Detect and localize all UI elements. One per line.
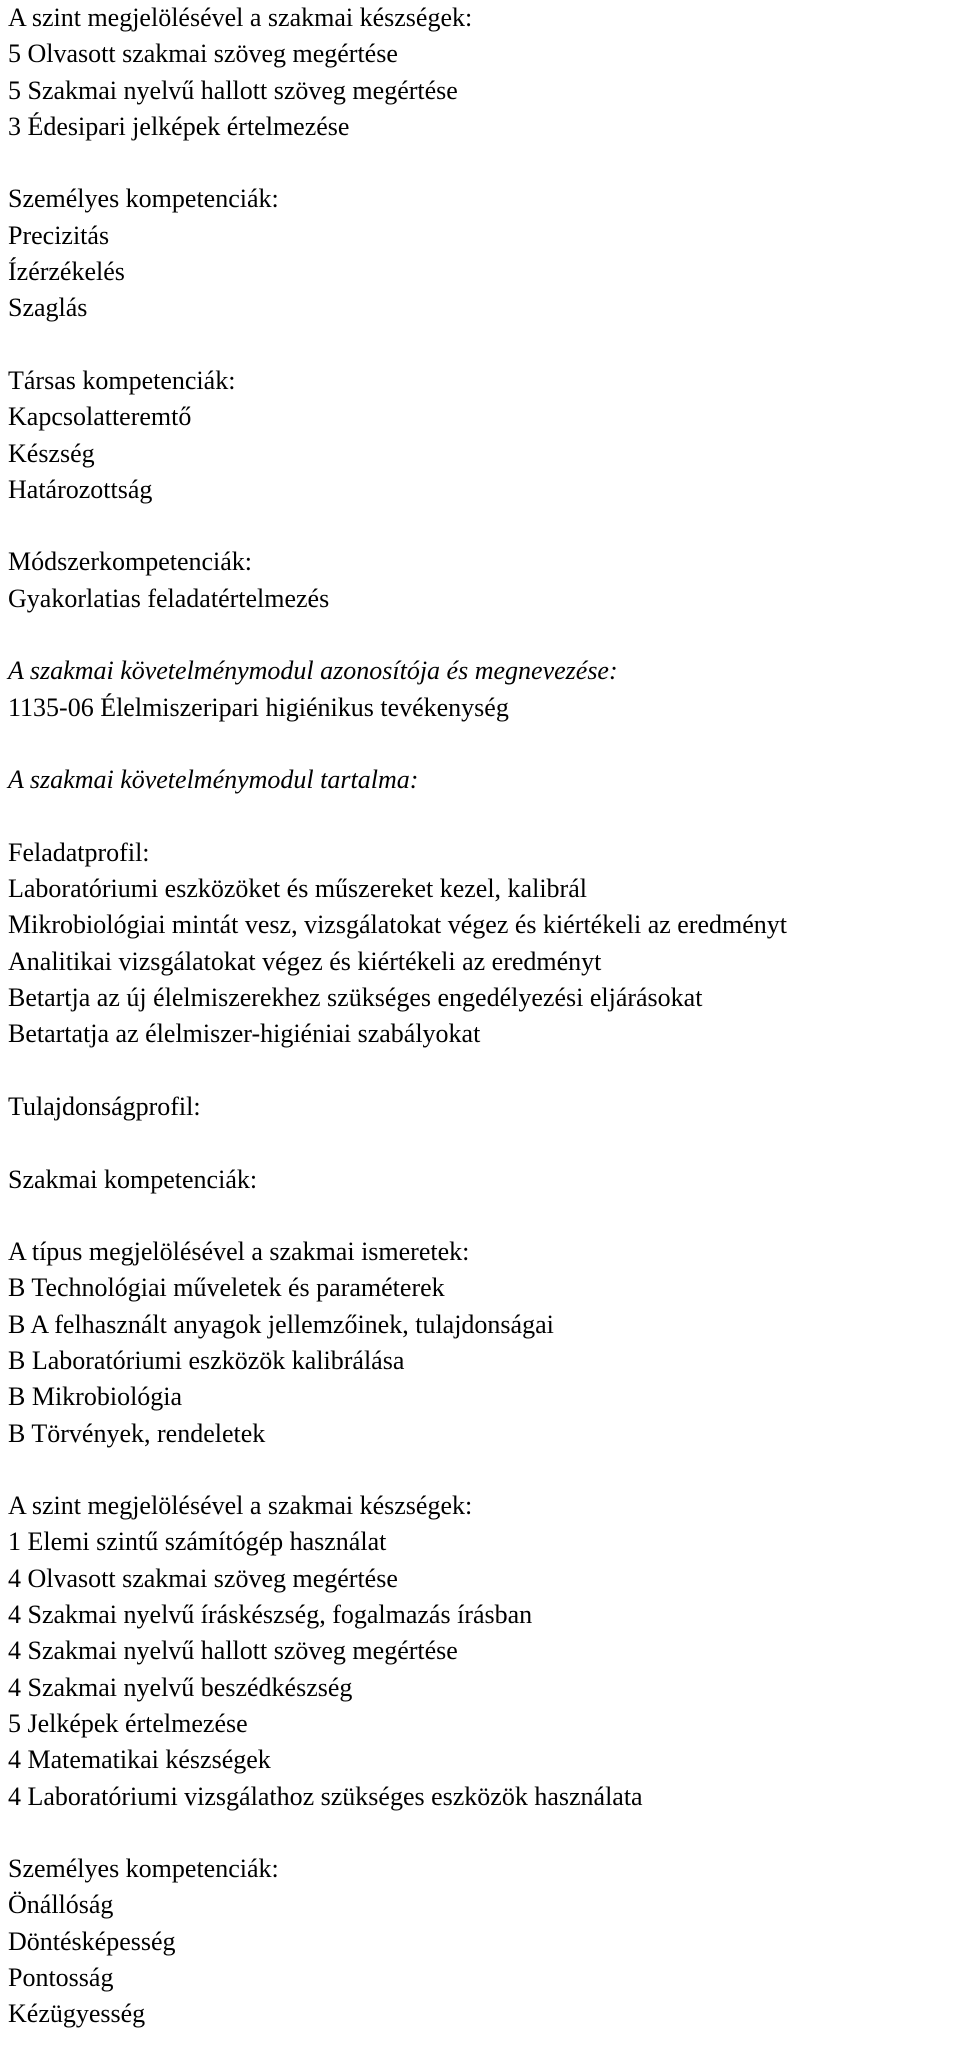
block-skills-levels [8, 0, 952, 145]
list-item: 4 Laboratóriumi vizsgálathoz szükséges eszközök használata [8, 1781, 643, 1811]
list-item: 1 Elemi szintű számítógép használat [8, 1527, 387, 1557]
list-item: Készség [8, 438, 95, 468]
list-item: Gyakorlatias feladatértelmezés [8, 583, 330, 613]
list-item: 5 Jelképek értelmezése [8, 1708, 248, 1738]
spacer [8, 1452, 952, 1488]
section-heading-italic: A szakmai követelménymodul azonosítója és megnevezése: [8, 656, 618, 686]
list-item: B Mikrobiológia [8, 1382, 183, 1412]
section-heading: Szakmai kompetenciák: [8, 1164, 258, 1194]
list-item: Precizitás [8, 220, 110, 250]
list-item: 4 Matematikai készségek [8, 1745, 271, 1775]
list-item: Szaglás [8, 293, 88, 323]
list-item: Mikrobiológiai mintát vesz, vizsgálatokat végez és kiértékeli az eredményt [8, 910, 787, 940]
section-heading-italic: A szakmai követelménymodul tartalma: [8, 765, 419, 795]
block-module-identifier [8, 653, 952, 726]
list-item: 5 Olvasott szakmai szöveg megértése [8, 39, 398, 69]
spacer [8, 799, 952, 835]
block-social-competencies [8, 363, 952, 508]
list-item: Laboratóriumi eszközöket és műszereket kezel, kalibrál [8, 874, 587, 904]
list-item: Pontosság [8, 1963, 114, 1993]
module-title: 1135-06 Élelmiszeripari higiénikus tevékenység [8, 692, 509, 722]
block-knowledge-types [8, 1234, 952, 1452]
list-item: 5 Szakmai nyelvű hallott szöveg megértése [8, 75, 458, 105]
list-item: 4 Szakmai nyelvű beszédkészség [8, 1672, 353, 1702]
section-heading: Személyes kompetenciák: [8, 184, 279, 214]
spacer [8, 1125, 952, 1161]
block-property-profile [8, 1089, 952, 1125]
section-heading: Tulajdonságprofil: [8, 1091, 201, 1121]
section-heading: Módszerkompetenciák: [8, 547, 253, 577]
section-heading: Személyes kompetenciák: [8, 1854, 279, 1884]
spacer [8, 617, 952, 653]
block-personal-competencies-2 [8, 1851, 952, 2032]
block-professional-competencies [8, 1162, 952, 1198]
list-item: Betartja az új élelmiszerekhez szükséges engedélyezési eljárásokat [8, 983, 703, 1013]
spacer [8, 1198, 952, 1234]
list-item: B Technológiai műveletek és paraméterek [8, 1273, 445, 1303]
spacer [8, 1053, 952, 1089]
list-item: Ízérzékelés [8, 257, 125, 287]
section-heading: A szint megjelölésével a szakmai készségek: [8, 3, 473, 32]
list-item: Kapcsolatteremtő [8, 402, 192, 432]
list-item: 4 Szakmai nyelvű hallott szöveg megértése [8, 1636, 458, 1666]
list-item: B Törvények, rendeletek [8, 1418, 266, 1448]
block-personal-competencies [8, 181, 952, 326]
list-item: Döntésképesség [8, 1926, 176, 1956]
list-item: Analitikai vizsgálatokat végez és kiértékeli az eredményt [8, 946, 602, 976]
section-heading: Társas kompetenciák: [8, 365, 236, 395]
list-item: B Laboratóriumi eszközök kalibrálása [8, 1345, 405, 1375]
list-item: 4 Szakmai nyelvű íráskészség, fogalmazás írásban [8, 1600, 533, 1630]
block-task-profile [8, 835, 952, 1053]
list-item: B A felhasznált anyagok jellemzőinek, tulajdonságai [8, 1309, 554, 1339]
list-item: 4 Olvasott szakmai szöveg megértése [8, 1563, 398, 1593]
document-page [8, 0, 952, 2033]
list-item: Önállóság [8, 1890, 114, 1920]
block-method-competencies [8, 544, 952, 617]
spacer [8, 327, 952, 363]
block-module-content [8, 762, 952, 798]
spacer [8, 145, 952, 181]
list-item: Kézügyesség [8, 1999, 146, 2029]
block-skills-levels-2 [8, 1488, 952, 1815]
section-heading: A típus megjelölésével a szakmai ismeretek: [8, 1237, 470, 1267]
list-item: Betartatja az élelmiszer-higiéniai szabályokat [8, 1019, 481, 1049]
list-item: 3 Édesipari jelképek értelmezése [8, 111, 350, 141]
spacer [8, 726, 952, 762]
section-heading: A szint megjelölésével a szakmai készségek: [8, 1491, 473, 1521]
list-item: Határozottság [8, 474, 153, 504]
spacer [8, 508, 952, 544]
spacer [8, 1815, 952, 1851]
section-heading: Feladatprofil: [8, 837, 150, 867]
